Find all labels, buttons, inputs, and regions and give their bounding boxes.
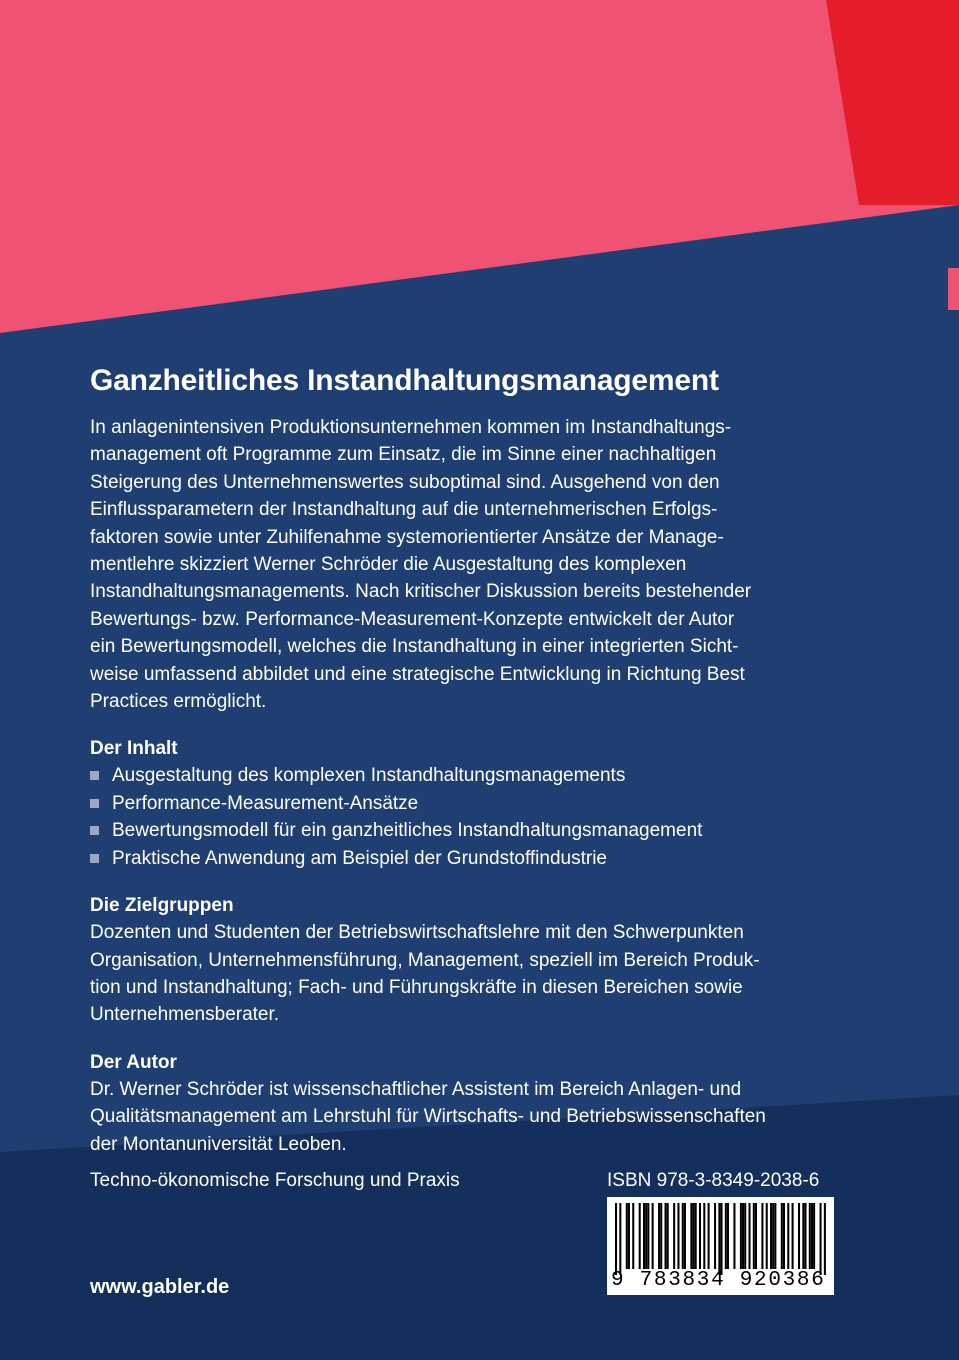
barcode-bar	[770, 1203, 772, 1269]
square-bullet-icon	[90, 771, 99, 780]
zielgruppen-text	[90, 919, 860, 1029]
barcode-bar	[628, 1203, 630, 1269]
barcode-bar	[766, 1203, 768, 1269]
list-item	[90, 845, 860, 872]
barcode-bar	[714, 1203, 716, 1269]
barcode-bar	[755, 1203, 757, 1269]
list-item	[90, 762, 860, 789]
zielgruppen-line: Dozenten und Studenten der Betriebswirtschaftslehre mit den Schwerpunkten	[90, 922, 744, 944]
barcode-bar	[708, 1203, 710, 1269]
barcode-bar	[813, 1203, 815, 1269]
autor-text	[90, 1076, 860, 1158]
barcode-bar	[673, 1203, 675, 1269]
barcode-bar	[781, 1203, 783, 1269]
barcode-bar	[645, 1203, 647, 1269]
barcode-bar	[733, 1203, 735, 1269]
barcode	[607, 1197, 834, 1295]
barcode-bar	[615, 1203, 617, 1275]
back-cover-content	[90, 362, 860, 1158]
blurb-line: Instandhaltungsmanagements. Nach kritischer Diskussion bereits bestehender	[90, 581, 752, 603]
autor-line: Qualitätsmanagement am Lehrstuhl für Wirtschafts- und Betriebswissenschaften	[90, 1106, 766, 1128]
barcode-bar	[824, 1203, 826, 1275]
barcode-bar	[748, 1203, 750, 1269]
barcode-bar	[727, 1203, 729, 1269]
inhalt-heading: Der Inhalt	[90, 738, 178, 760]
autor-line: Dr. Werner Schröder ist wissenschaftlicher Assistent im Bereich Anlagen- und	[90, 1078, 742, 1100]
barcode-bar	[665, 1203, 667, 1269]
barcode-bar	[753, 1203, 755, 1269]
list-item-text: Bewertungsmodell für ein ganzheitliches Instandhaltungsmanagement	[112, 820, 703, 842]
blurb-line: Practices ermöglicht.	[90, 691, 267, 713]
list-item	[90, 790, 860, 817]
book-title: Ganzheitliches Instandhaltungsmanagement	[90, 364, 719, 397]
barcode-bar	[643, 1203, 645, 1269]
pink-edge-tab	[948, 268, 959, 310]
barcode-digits: 9 783834 920386	[611, 1269, 826, 1292]
autor-heading: Der Autor	[90, 1051, 177, 1073]
barcode-bar	[619, 1203, 621, 1275]
barcode-bar	[802, 1203, 804, 1269]
blurb-line: Einflussparametern der Instandhaltung auf die unternehmerischen Erfolgs-	[90, 499, 718, 521]
barcode-bar	[761, 1203, 763, 1269]
barcode-bar	[809, 1203, 811, 1269]
barcode-bar	[787, 1203, 789, 1269]
barcode-bar	[684, 1203, 686, 1269]
barcode-bar	[695, 1203, 697, 1269]
barcode-bar	[742, 1203, 744, 1269]
barcode-bar	[667, 1203, 669, 1269]
barcode-bar	[693, 1203, 695, 1269]
autor-line: der Montanuniversität Leoben.	[90, 1133, 347, 1155]
zielgruppen-line: tion und Instandhaltung; Fach- und Führungskräfte in diesen Bereichen sowie	[90, 976, 743, 998]
barcode-bar	[658, 1203, 660, 1269]
blurb-line: In anlagenintensiven Produktionsunternehmen kommen im Instandhaltungs-	[90, 417, 732, 438]
barcode-bar	[783, 1203, 785, 1269]
barcode-bar	[792, 1203, 794, 1269]
zielgruppen-line: Organisation, Unternehmensführung, Management, speziell im Bereich Produk-	[90, 949, 760, 971]
barcode-bar	[721, 1203, 723, 1275]
barcode-bar	[690, 1203, 692, 1269]
series-name: Techno-ökonomische Forschung und Praxis	[90, 1170, 460, 1191]
blurb-line: management oft Programme zum Einsatz, die im Sinne einer nachhaltigen	[90, 444, 717, 466]
blurb-line: faktoren sowie unter Zuhilfenahme systemorientierter Ansätze der Manage-	[90, 526, 724, 548]
barcode-bar	[820, 1203, 822, 1275]
blurb-line: ein Bewertungsmodell, welches die Instandhaltung in einer integrierten Sicht-	[90, 636, 739, 658]
barcode-bar	[798, 1203, 800, 1269]
barcode-bar	[652, 1203, 654, 1269]
blurb-line: Steigerung des Unternehmenswertes suboptimal sind. Ausgehend von den	[90, 471, 720, 493]
blurb-line: Bewertungs- bzw. Performance-Measurement-Konzepte entwickelt der Autor	[90, 608, 735, 630]
barcode-bar	[626, 1203, 628, 1269]
barcode-bar	[677, 1203, 679, 1269]
publisher-website: www.gabler.de	[90, 1276, 230, 1298]
barcode-bar	[804, 1203, 806, 1269]
square-bullet-icon	[90, 854, 99, 863]
barcode-bar	[647, 1203, 649, 1269]
barcode-bar	[682, 1203, 684, 1269]
barcode-bar	[632, 1203, 634, 1269]
barcode-bar	[703, 1203, 705, 1269]
square-bullet-icon	[90, 799, 99, 808]
blurb-line: weise umfassend abbildet und eine strategische Entwicklung in Richtung Best	[90, 663, 745, 685]
barcode-bar	[718, 1203, 720, 1275]
list-item	[90, 817, 860, 844]
barcode-bar	[725, 1203, 727, 1269]
blurb-line: mentlehre skizziert Werner Schröder die Ausgestaltung des komplexen	[90, 554, 687, 576]
barcode-bar	[740, 1203, 742, 1269]
list-item-text: Praktische Anwendung am Beispiel der Grundstoffindustrie	[112, 847, 607, 869]
square-bullet-icon	[90, 826, 99, 835]
barcode-bar	[774, 1203, 776, 1269]
barcode-bar	[699, 1203, 701, 1269]
list-item-text: Ausgestaltung des komplexen Instandhaltungsmanagements	[112, 765, 626, 787]
zielgruppen-line: Unternehmensberater.	[90, 1004, 280, 1026]
barcode-bar	[639, 1203, 641, 1269]
inhalt-list	[90, 762, 860, 872]
barcode-bar	[772, 1203, 774, 1269]
barcode-bar	[660, 1203, 662, 1269]
zielgruppen-heading: Die Zielgruppen	[90, 895, 234, 917]
barcode-bar	[811, 1203, 813, 1269]
list-item-text: Performance-Measurement-Ansätze	[112, 792, 419, 814]
barcode-bar	[744, 1203, 746, 1269]
isbn-label: ISBN 978-3-8349-2038-6	[607, 1170, 820, 1191]
blurb	[90, 414, 860, 715]
